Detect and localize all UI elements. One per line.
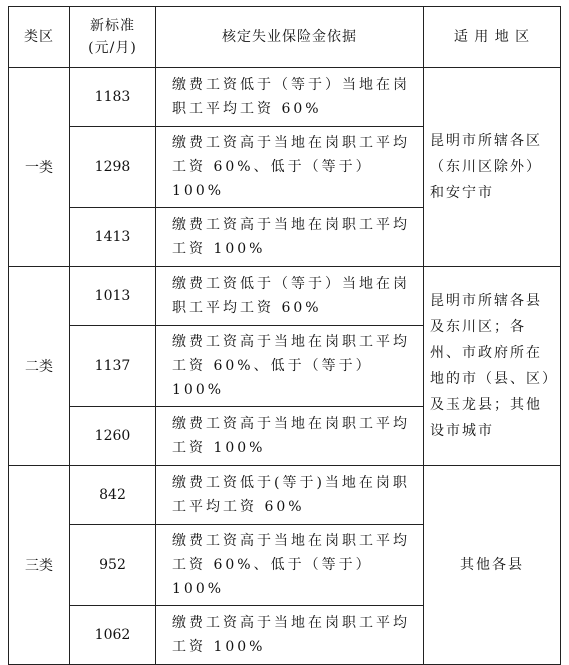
region-cell: 其他各县 <box>424 466 561 665</box>
basis-cell: 缴费工资高于当地在岗职工平均工资 60%、低于（等于）100% <box>156 326 424 407</box>
header-standard: 新标准 (元/月) <box>70 7 156 68</box>
table-row <box>9 466 561 525</box>
basis-cell: 缴费工资高于当地在岗职工平均工资 100% <box>156 407 424 466</box>
basis-cell: 缴费工资低于（等于）当地在岗职工平均工资 60% <box>156 267 424 326</box>
standard-cell: 1137 <box>70 326 156 407</box>
category-cell: 一类 <box>9 68 70 267</box>
standard-cell: 1260 <box>70 407 156 466</box>
table-row <box>9 267 561 326</box>
category-cell: 二类 <box>9 267 70 466</box>
standard-cell: 842 <box>70 466 156 525</box>
header-row <box>9 7 561 68</box>
category-cell: 三类 <box>9 466 70 665</box>
standard-cell: 1013 <box>70 267 156 326</box>
basis-cell: 缴费工资低于(等于)当地在岗职工平均工资 60% <box>156 466 424 525</box>
unemployment-insurance-table <box>8 6 561 665</box>
basis-cell: 缴费工资高于当地在岗职工平均工资 60%、低于（等于）100% <box>156 525 424 606</box>
header-region: 适 用 地 区 <box>424 7 561 68</box>
standard-cell: 1183 <box>70 68 156 127</box>
standard-cell: 1298 <box>70 127 156 208</box>
region-cell: 昆明市所辖各县及东川区；各州、市政府所在地的市（县、区）及玉龙县；其他设市城市 <box>424 267 561 466</box>
header-category: 类区 <box>9 7 70 68</box>
basis-cell: 缴费工资高于当地在岗职工平均工资 100% <box>156 606 424 665</box>
standard-cell: 1413 <box>70 208 156 267</box>
basis-cell: 缴费工资高于当地在岗职工平均工资 100% <box>156 208 424 267</box>
region-cell: 昆明市所辖各区（东川区除外）和安宁市 <box>424 68 561 267</box>
basis-cell: 缴费工资高于当地在岗职工平均工资 60%、低于（等于）100% <box>156 127 424 208</box>
standard-cell: 1062 <box>70 606 156 665</box>
header-basis: 核定失业保险金依据 <box>156 7 424 68</box>
table-row <box>9 68 561 127</box>
basis-cell: 缴费工资低于（等于）当地在岗职工平均工资 60% <box>156 68 424 127</box>
standard-cell: 952 <box>70 525 156 606</box>
